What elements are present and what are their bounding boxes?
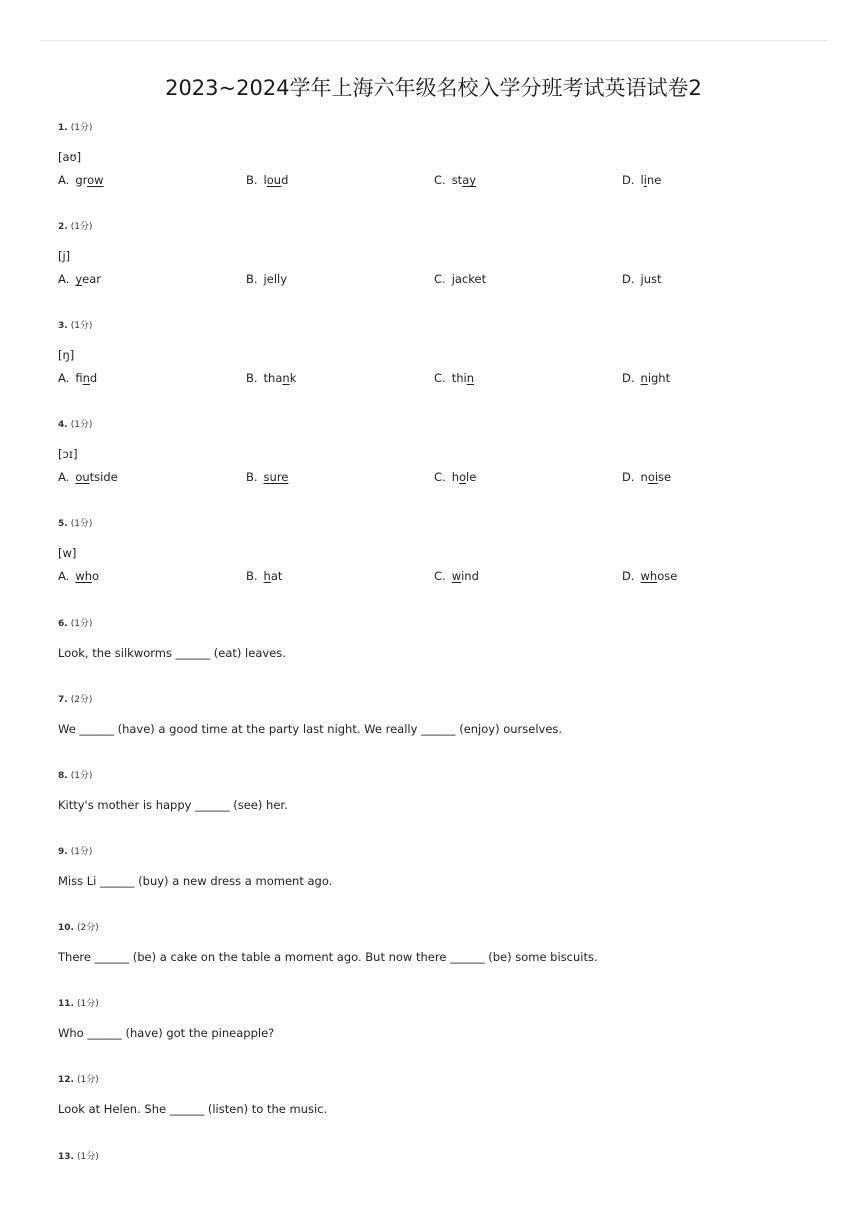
underlined-letters: n (82, 371, 90, 385)
question-number: 12. (58, 1075, 74, 1085)
option-word-part: fi (75, 371, 83, 385)
question-header (58, 694, 818, 706)
question-12 (58, 1074, 818, 1116)
option-word-part: just (640, 272, 662, 286)
question-header (58, 770, 818, 782)
question-score: (1分) (70, 619, 93, 629)
options-row (58, 470, 818, 484)
options-row (58, 569, 818, 583)
option-a[interactable] (58, 272, 101, 286)
question-score: (1分) (70, 123, 93, 133)
question-number: 5. (58, 519, 68, 529)
phonetic-symbol: [ŋ] (58, 348, 75, 362)
question-header (58, 419, 818, 431)
option-word-part: h (451, 470, 459, 484)
question-header (58, 846, 818, 858)
question-score: (1分) (70, 222, 93, 232)
underlined-letters: ow (87, 173, 104, 187)
option-d[interactable] (622, 272, 662, 286)
options-row (58, 272, 818, 286)
option-word-part: l (263, 173, 267, 187)
option-letter: B. (246, 569, 258, 583)
underlined-letters: o (458, 470, 467, 484)
question-header (58, 1074, 818, 1086)
option-word-part: st (451, 173, 463, 187)
question-7 (58, 694, 818, 736)
question-6 (58, 618, 818, 660)
question-header (58, 1151, 818, 1163)
option-d[interactable] (622, 470, 671, 484)
underlined-letters: wh (640, 569, 658, 583)
option-letter: C. (434, 272, 446, 286)
question-header (58, 320, 818, 332)
underlined-letters: h (263, 569, 271, 583)
option-letter: C. (434, 371, 446, 385)
question-5 (58, 518, 818, 583)
option-letter: D. (622, 371, 635, 385)
option-c[interactable] (434, 272, 486, 286)
underlined-letters: ou (266, 173, 282, 187)
question-sentence: Look, the silkworms ______ (eat) leaves. (58, 646, 286, 660)
option-letter: B. (246, 371, 258, 385)
option-word-part: tha (263, 371, 283, 385)
option-letter: D. (622, 569, 635, 583)
underlined-letters: n (640, 371, 648, 385)
underlined-letters: n (466, 371, 474, 385)
option-letter: B. (246, 470, 258, 484)
question-header (58, 998, 818, 1010)
underlined-letters: oi (647, 470, 659, 484)
underlined-letters: ou (75, 470, 90, 484)
option-b[interactable] (246, 173, 288, 187)
underlined-letters: sure (263, 470, 289, 484)
question-number: 1. (58, 123, 68, 133)
underlined-letters: y (75, 272, 83, 286)
underlined-letters: n (282, 371, 290, 385)
option-c[interactable] (434, 470, 476, 484)
option-word-part: le (466, 470, 477, 484)
option-letter: A. (58, 173, 70, 187)
option-a[interactable] (58, 470, 118, 484)
option-letter: D. (622, 272, 635, 286)
question-score: (1分) (76, 1152, 99, 1162)
question-score: (1分) (76, 1075, 99, 1085)
option-c[interactable] (434, 173, 476, 187)
question-score: (1分) (70, 771, 93, 781)
question-score: (2分) (70, 695, 93, 705)
option-b[interactable] (246, 569, 282, 583)
question-1 (58, 122, 818, 187)
question-score: (1分) (70, 519, 93, 529)
option-letter: B. (246, 173, 258, 187)
option-word-part: se (658, 470, 672, 484)
option-c[interactable] (434, 569, 479, 583)
question-sentence: We ______ (have) a good time at the party last night. We really ______ (enjoy) ourselves. (58, 722, 563, 736)
option-word-part: tside (89, 470, 118, 484)
question-header (58, 618, 818, 630)
option-word-part: l (640, 173, 644, 187)
question-header (58, 221, 818, 233)
options-row (58, 371, 818, 385)
option-word-part: ear (82, 272, 101, 286)
option-d[interactable] (622, 173, 661, 187)
question-number: 7. (58, 695, 68, 705)
option-letter: A. (58, 569, 70, 583)
underlined-letters: w (451, 569, 462, 583)
question-number: 4. (58, 420, 68, 430)
option-letter: C. (434, 173, 446, 187)
option-letter: A. (58, 371, 70, 385)
phonetic-symbol: [j] (58, 249, 71, 263)
option-word-part: k (289, 371, 297, 385)
question-sentence: Kitty's mother is happy ______ (see) her. (58, 798, 288, 812)
option-a[interactable] (58, 569, 99, 583)
option-word-part: d (281, 173, 289, 187)
question-number: 8. (58, 771, 68, 781)
question-score: (2分) (76, 923, 99, 933)
underlined-letters: ay (462, 173, 477, 187)
question-score: (1分) (70, 321, 93, 331)
option-word-part: ose (657, 569, 678, 583)
question-sentence: Miss Li ______ (buy) a new dress a moment ago. (58, 874, 333, 888)
question-10 (58, 922, 818, 964)
option-word-part: o (92, 569, 100, 583)
question-number: 10. (58, 923, 74, 933)
option-letter: B. (246, 272, 258, 286)
option-b[interactable] (246, 272, 287, 286)
option-letter: A. (58, 470, 70, 484)
option-a[interactable] (58, 173, 104, 187)
option-word-part: gr (75, 173, 88, 187)
option-word-part: ight (647, 371, 671, 385)
option-d[interactable] (622, 569, 677, 583)
question-number: 2. (58, 222, 68, 232)
phonetic-symbol: [w] (58, 546, 77, 560)
option-b[interactable] (246, 470, 288, 484)
option-word-part: jacket (451, 272, 487, 286)
question-header (58, 922, 818, 934)
question-header (58, 518, 818, 530)
options-row (58, 173, 818, 187)
question-2 (58, 221, 818, 286)
option-letter: D. (622, 173, 635, 187)
question-sentence: Who ______ (have) got the pineapple? (58, 1026, 275, 1040)
question-score: (1分) (70, 420, 93, 430)
option-word-part: thi (451, 371, 467, 385)
question-11 (58, 998, 818, 1040)
option-word-part: ind (461, 569, 479, 583)
option-letter: D. (622, 470, 635, 484)
option-word-part: d (89, 371, 98, 385)
option-word-part: ne (646, 173, 662, 187)
option-letter: A. (58, 272, 70, 286)
top-divider (40, 40, 827, 41)
phonetic-symbol: [ɔɪ] (58, 447, 78, 461)
question-number: 11. (58, 999, 74, 1009)
phonetic-symbol: [aʊ] (58, 150, 82, 164)
option-b[interactable] (246, 371, 296, 385)
question-9 (58, 846, 818, 888)
question-8 (58, 770, 818, 812)
option-word-part: jelly (263, 272, 288, 286)
underlined-letters: i (643, 173, 647, 187)
question-13 (58, 1151, 818, 1163)
question-3 (58, 320, 818, 385)
option-d[interactable] (622, 371, 670, 385)
page-title: 2023~2024学年上海六年级名校入学分班考试英语试卷2 (165, 76, 702, 100)
question-score: (1分) (76, 999, 99, 1009)
option-word-part: n (640, 470, 648, 484)
option-letter: C. (434, 470, 446, 484)
question-number: 13. (58, 1152, 74, 1162)
question-number: 3. (58, 321, 68, 331)
question-score: (1分) (70, 847, 93, 857)
option-letter: C. (434, 569, 446, 583)
question-4 (58, 419, 818, 484)
question-number: 6. (58, 619, 68, 629)
option-word-part: at (270, 569, 283, 583)
underlined-letters: wh (75, 569, 93, 583)
option-a[interactable] (58, 371, 97, 385)
question-sentence: There ______ (be) a cake on the table a moment ago. But now there ______ (be) some biscuits. (58, 950, 598, 964)
question-number: 9. (58, 847, 68, 857)
question-sentence: Look at Helen. She ______ (listen) to the music. (58, 1102, 328, 1116)
question-header (58, 122, 818, 134)
option-c[interactable] (434, 371, 474, 385)
